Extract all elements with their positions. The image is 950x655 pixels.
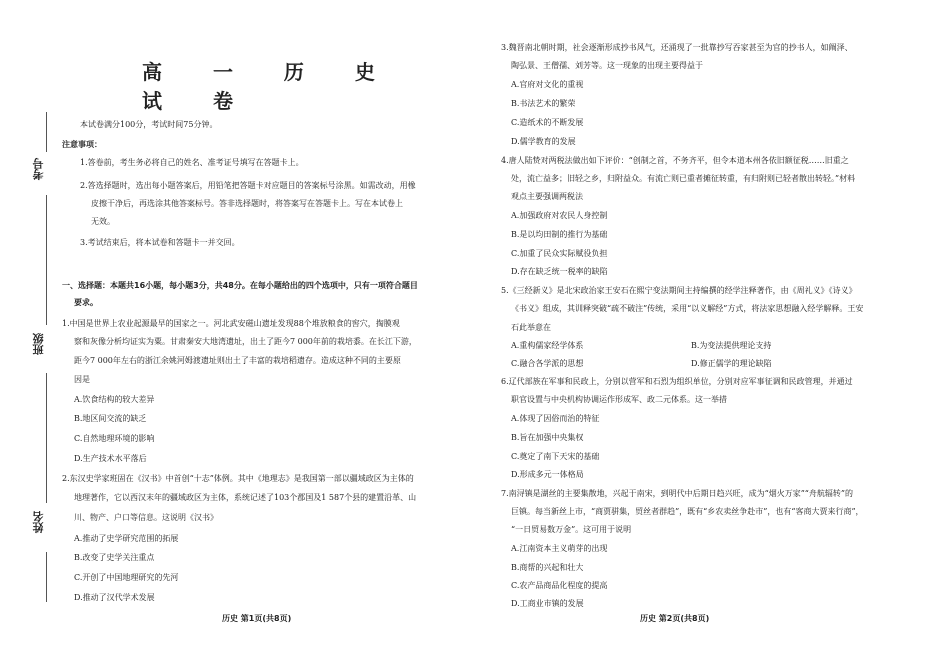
answer-option: D.修正儒学的理论缺陷 xyxy=(691,359,772,368)
page-footer: 历史 第1页(共8页) xyxy=(222,614,292,623)
side-label-class: 班级 xyxy=(32,333,45,355)
question-line: 川、物产、户口等信息。这说明《汉书》 xyxy=(74,513,218,522)
section-heading-cont: 要求。 xyxy=(74,298,98,307)
answer-option: A.推动了史学研究范围的拓展 xyxy=(74,534,179,543)
answer-option: C.融合各学派的思想 xyxy=(511,359,584,368)
question-line: 2.东汉史学家班固在《汉书》中首创“十志”体例。其中《地理志》是我国第一部以疆域政区为主体的 xyxy=(62,474,414,483)
question-line: 职官设置与中央机构协调运作形成军、政二元体系。这一举措 xyxy=(511,395,727,404)
answer-option: B.地区间交流的缺乏 xyxy=(74,414,147,423)
answer-option: B.商帮的兴起和壮大 xyxy=(511,563,584,572)
answer-option: C.加重了民众实际赋役负担 xyxy=(511,249,608,258)
answer-option: A.重构儒家经学体系 xyxy=(511,341,584,350)
answer-option: D.生产技术水平落后 xyxy=(74,454,147,463)
answer-option: C.造纸术的不断发展 xyxy=(511,118,584,127)
answer-option: B.改变了史学关注重点 xyxy=(74,553,155,562)
binding-line xyxy=(46,112,47,152)
answer-option: B.书法艺术的繁荣 xyxy=(511,99,576,108)
question-line: 5.《三经新义》是北宋政治家王安石在熙宁变法期间主持编撰的经学注释著作，由《周礼义》《诗义》 xyxy=(501,286,857,295)
note-item: 无效。 xyxy=(91,217,115,226)
answer-option: D.工商业市镇的发展 xyxy=(511,599,584,608)
answer-option: A.江南资本主义萌芽的出现 xyxy=(511,544,608,553)
notes-heading: 注意事项： xyxy=(62,140,102,149)
binding-line xyxy=(46,552,47,602)
note-item: 皮擦干净后，再选涂其他答案标号。答非选择题时，将答案写在答题卡上。写在本试卷上 xyxy=(91,199,403,208)
question-line: 因是 xyxy=(74,375,90,384)
question-line: 3.魏晋南北朝时期，社会逐渐形成抄书风气，还涌现了一批靠抄写吞家甚至为官的抄书人，如阚泽、 xyxy=(501,43,853,52)
question-line: 距今7 000年左右的浙江余姚河姆渡遗址则出土了丰富的栽培稻遗存。造成这种不同的主要原 xyxy=(74,356,401,365)
section-heading: 一、选择题：本题共16小题，每小题3分，共48分。在每小题给出的四个选项中，只有一项符合题目 xyxy=(62,281,418,290)
question-line: 观点主要强调两税法 xyxy=(511,192,583,201)
answer-option: C.农产品商品化程度的提高 xyxy=(511,581,608,590)
answer-option: A.饮食结构的较大差异 xyxy=(74,395,155,404)
question-line: 巨镇。每当新丝上市，“商贾骈集，贸丝者群趋”，既有“乡农卖丝争赴市”，也有“客商大贾来行商”， xyxy=(511,507,864,516)
note-item: 1.答卷前，考生务必将自己的姓名、准考证号填写在答题卡上。 xyxy=(80,158,304,167)
answer-option: D.形成多元一体格局 xyxy=(511,470,584,479)
question-line: “一日贸易数万金”。这可用于说明 xyxy=(511,525,632,534)
question-line: 4.唐人陆贽对两税法做出如下评价：“创制之首，不务齐平，但令本道本州各依旧额征税……旧重之 xyxy=(501,156,849,165)
answer-option: D.存在缺乏统一税率的缺陷 xyxy=(511,267,608,276)
answer-option: B.旨在加强中央集权 xyxy=(511,433,584,442)
answer-option: C.奠定了南下天宋的基础 xyxy=(511,452,600,461)
page-footer: 历史 第2页(共8页) xyxy=(640,614,710,623)
question-line: 陶弘景、王僧孺、刘芳等。这一现象的出现主要得益于 xyxy=(511,61,703,70)
binding-line xyxy=(46,373,47,503)
question-line: 察和灰像分析均证实为粟。甘肃秦安大地湾遗址，出土了距今7 000年前的栽培黍。在长江下游， xyxy=(74,337,417,346)
answer-option: D.儒学教育的发展 xyxy=(511,137,576,146)
note-item: 2.答选择题时，选出每小题答案后，用铅笔把答题卡对应题目的答案标号涂黑。如需改动，用橡 xyxy=(80,181,416,190)
answer-option: A.官府对文化的重视 xyxy=(511,80,584,89)
question-line: 处，流亡益多；旧轻之乡，归附益众。有流亡则已重者摊征转重，有归附则已轻者散出转轻。”材料 xyxy=(511,174,856,183)
question-line: 1.中国是世界上农业起源最早的国家之一。河北武安磁山遗址发现88个堆放粮食的窖穴，掏膜观 xyxy=(62,319,400,328)
question-line: 地理著作，它以西汉末年的疆域政区为主体，系统记述了103个郡国及1 587个县的建置沿革、山 xyxy=(74,493,417,502)
question-line: 7.南浔镇是湖丝的主要集散地，兴起于南宋，到明代中后期日趋兴旺，成为“烟火万家”“舟航辐转”的 xyxy=(501,489,853,498)
side-label-name: 姓名 xyxy=(32,511,45,533)
side-label-exam-no: 考号 xyxy=(32,158,45,180)
answer-option: B.是以均田制的推行为基础 xyxy=(511,230,608,239)
question-line: 6.辽代部族在军事和民政上，分别以营军和石烈为组织单位，分别对应军事征调和民政管理，并通过 xyxy=(501,377,853,386)
note-item: 3.考试结束后，将本试卷和答题卡一并交回。 xyxy=(80,238,240,247)
answer-option: A.加强政府对农民人身控制 xyxy=(511,211,608,220)
answer-option: D.推动了汉代学术发展 xyxy=(74,593,155,602)
answer-option: B.为变法提供理论支持 xyxy=(691,341,772,350)
exam-intro: 本试卷满分100分，考试时间75分钟。 xyxy=(80,120,218,129)
question-line: 《书义》组成，其训释突破“疏不破注”传统，采用“以义解经”方式，将法家思想融入经学解释。王安 xyxy=(511,304,864,313)
right-page xyxy=(475,0,950,655)
page-title: 高 一 历 史 试 卷 xyxy=(142,60,397,113)
answer-option: A.体现了因俗而治的特征 xyxy=(511,414,600,423)
binding-line xyxy=(46,195,47,325)
answer-option: C.自然地理环境的影响 xyxy=(74,434,155,443)
question-line: 石此举意在 xyxy=(511,323,551,332)
answer-option: C.开创了中国地理研究的先河 xyxy=(74,573,179,582)
